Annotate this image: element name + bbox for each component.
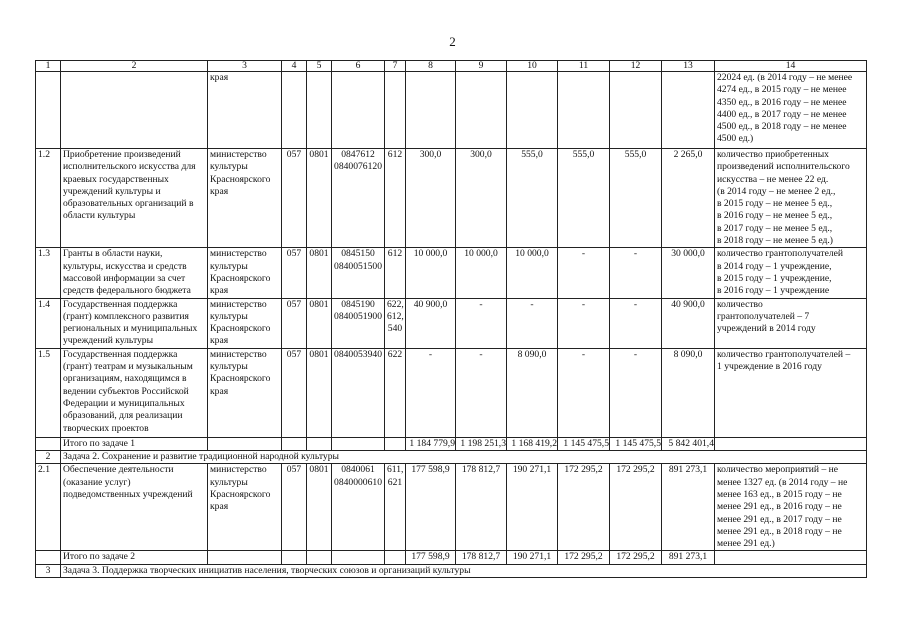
cell-rzpr: 0801 bbox=[307, 248, 332, 298]
cell-csr: 0840061 0840000610 bbox=[332, 464, 385, 551]
cell-y2014: - bbox=[406, 348, 456, 437]
table-row bbox=[36, 464, 867, 551]
cell-y2016: 555,0 bbox=[507, 149, 558, 248]
cell-csr: 0845150 0840051500 bbox=[332, 248, 385, 298]
cell-num bbox=[36, 72, 61, 149]
col-header: 11 bbox=[558, 61, 610, 72]
cell-csr: 0847612 0840076120 bbox=[332, 149, 385, 248]
total-y2018: 1 145 475,5 bbox=[610, 437, 662, 450]
cell-vr: 611, 621 bbox=[385, 464, 406, 551]
cell-total bbox=[662, 72, 715, 149]
col-header: 9 bbox=[456, 61, 507, 72]
task-number: 3 bbox=[36, 564, 61, 577]
cell-grbs: 057 bbox=[282, 149, 307, 248]
cell-y2015: - bbox=[456, 348, 507, 437]
total-y2014: 177 598,9 bbox=[406, 551, 456, 564]
total-row bbox=[36, 437, 867, 450]
total-label: Итого по задаче 2 bbox=[61, 551, 208, 564]
col-header: 3 bbox=[208, 61, 282, 72]
cell-csr: 0845190 0840051900 bbox=[332, 298, 385, 348]
cell-y2015: 10 000,0 bbox=[456, 248, 507, 298]
cell-result: количество приобретенных произведений исполнительского искусства – не менее 22 ед. (в 2014 году – не менее 2 ед., в 2015 году – не менее 5 ед., в 2016 году – не менее 5 ед., в 2017 году – не менее 5 ед., в 2018 году – не менее 5 ед.) bbox=[715, 149, 867, 248]
task-heading-row bbox=[36, 451, 867, 464]
cell-y2014 bbox=[406, 72, 456, 149]
cell-y2014: 300,0 bbox=[406, 149, 456, 248]
col-header: 7 bbox=[385, 61, 406, 72]
total-y2018: 172 295,2 bbox=[610, 551, 662, 564]
cell-y2016: - bbox=[507, 298, 558, 348]
cell-num: 1.4 bbox=[36, 298, 61, 348]
cell-y2018: - bbox=[610, 298, 662, 348]
cell-vr: 612 bbox=[385, 149, 406, 248]
cell-y2016: 190 271,1 bbox=[507, 464, 558, 551]
table-row bbox=[36, 348, 867, 437]
page-number: 2 bbox=[449, 34, 456, 49]
cell-y2018: 172 295,2 bbox=[610, 464, 662, 551]
total-y2016: 190 271,1 bbox=[507, 551, 558, 564]
cell-vr: 622 bbox=[385, 348, 406, 437]
cell-y2014: 10 000,0 bbox=[406, 248, 456, 298]
cell-rzpr: 0801 bbox=[307, 149, 332, 248]
cell-y2017: - bbox=[558, 298, 610, 348]
cell-executor: министерство культуры Красноярского края bbox=[208, 348, 282, 437]
cell-y2016: 10 000,0 bbox=[507, 248, 558, 298]
cell-executor: министерство культуры Красноярского края bbox=[208, 464, 282, 551]
cell-result: количество грантополучателей – 1 учреждение в 2016 году bbox=[715, 348, 867, 437]
total-label: Итого по задаче 1 bbox=[61, 437, 208, 450]
task-heading-row bbox=[36, 564, 867, 577]
cell-name: Обеспечение деятельности (оказание услуг) подведомственных учреждений bbox=[61, 464, 208, 551]
cell-y2018: - bbox=[610, 348, 662, 437]
col-header: 1 bbox=[36, 61, 61, 72]
cell-y2017: - bbox=[558, 348, 610, 437]
total-y2015: 178 812,7 bbox=[456, 551, 507, 564]
task-number: 2 bbox=[36, 451, 61, 464]
cell-y2018 bbox=[610, 72, 662, 149]
cell-rzpr bbox=[307, 72, 332, 149]
cell-y2015: 300,0 bbox=[456, 149, 507, 248]
table-row bbox=[36, 248, 867, 298]
cell-y2016: 8 090,0 bbox=[507, 348, 558, 437]
cell-rzpr: 0801 bbox=[307, 298, 332, 348]
program-table bbox=[35, 60, 867, 578]
cell-vr: 622, 612, 540 bbox=[385, 298, 406, 348]
total-all: 891 273,1 bbox=[662, 551, 715, 564]
header-row bbox=[36, 61, 867, 72]
cell-grbs: 057 bbox=[282, 464, 307, 551]
cell-name: Государственная поддержка (грант) театрам и музыкальным организациям, находящимся в ведении субъектов Российской Федерации и муниципальных образований, для реализации творческих проектов bbox=[61, 348, 208, 437]
col-header: 6 bbox=[332, 61, 385, 72]
cell-rzpr: 0801 bbox=[307, 464, 332, 551]
cell-total: 40 900,0 bbox=[662, 298, 715, 348]
cell-y2014: 40 900,0 bbox=[406, 298, 456, 348]
total-y2017: 172 295,2 bbox=[558, 551, 610, 564]
col-header: 14 bbox=[715, 61, 867, 72]
cell-y2017 bbox=[558, 72, 610, 149]
cell-csr bbox=[332, 72, 385, 149]
cell-grbs bbox=[282, 72, 307, 149]
total-y2015: 1 198 251,3 bbox=[456, 437, 507, 450]
cell-name: Государственная поддержка (грант) комплексного развития региональных и муниципальных учреждений культуры bbox=[61, 298, 208, 348]
total-y2016: 1 168 419,2 bbox=[507, 437, 558, 450]
total-all: 5 842 401,4 bbox=[662, 437, 715, 450]
cell-grbs: 057 bbox=[282, 348, 307, 437]
col-header: 12 bbox=[610, 61, 662, 72]
col-header: 4 bbox=[282, 61, 307, 72]
cell-y2017: 172 295,2 bbox=[558, 464, 610, 551]
cell-result: количество грантополучателей – 7 учреждений в 2014 году bbox=[715, 298, 867, 348]
cell-y2018: - bbox=[610, 248, 662, 298]
cell-name: Приобретение произведений исполнительского искусства для краевых государственных учреждений культуры и образовательных организаций в области культуры bbox=[61, 149, 208, 248]
col-header: 10 bbox=[507, 61, 558, 72]
col-header: 8 bbox=[406, 61, 456, 72]
cell-grbs: 057 bbox=[282, 298, 307, 348]
total-row bbox=[36, 551, 867, 564]
cell-total: 2 265,0 bbox=[662, 149, 715, 248]
cell-result: 22024 ед. (в 2014 году – не менее 4274 ед., в 2015 году – не менее 4350 ед., в 2016 году – не менее 4400 ед., в 2017 году – не менее 4500 ед., в 2018 году – не менее 4500 ед.) bbox=[715, 72, 867, 149]
cell-executor: министерство культуры Красноярского края bbox=[208, 298, 282, 348]
task-title: Задача 3. Поддержка творческих инициатив населения, творческих союзов и организаций культуры bbox=[61, 564, 867, 577]
cell-y2015: - bbox=[456, 298, 507, 348]
col-header: 13 bbox=[662, 61, 715, 72]
cell-y2017: - bbox=[558, 248, 610, 298]
cell-num: 1.3 bbox=[36, 248, 61, 298]
cell-result: количество мероприятий – не менее 1327 ед. (в 2014 году – не менее 163 ед., в 2015 году – не менее 291 ед., в 2016 году – не менее 291 ед., в 2017 году – не менее 291 ед., в 2018 году – не менее 291 ед.) bbox=[715, 464, 867, 551]
cell-y2016 bbox=[507, 72, 558, 149]
cell-vr bbox=[385, 72, 406, 149]
cell-vr: 612 bbox=[385, 248, 406, 298]
cell-total: 30 000,0 bbox=[662, 248, 715, 298]
cell-y2015: 178 812,7 bbox=[456, 464, 507, 551]
cell-executor: министерство культуры Красноярского края bbox=[208, 149, 282, 248]
cell-total: 891 273,1 bbox=[662, 464, 715, 551]
cell-result: количество грантополучателей в 2014 году – 1 учреждение, в 2015 году – 1 учреждение, в 2016 году – 1 учреждение bbox=[715, 248, 867, 298]
cell-total: 8 090,0 bbox=[662, 348, 715, 437]
cell-num: 1.2 bbox=[36, 149, 61, 248]
cell-num: 1.5 bbox=[36, 348, 61, 437]
table-row bbox=[36, 72, 867, 149]
table-row bbox=[36, 298, 867, 348]
col-header: 2 bbox=[61, 61, 208, 72]
cell-y2017: 555,0 bbox=[558, 149, 610, 248]
cell-name bbox=[61, 72, 208, 149]
cell-y2014: 177 598,9 bbox=[406, 464, 456, 551]
cell-name: Гранты в области науки, культуры, искусства и средств массовой информации за счет средств федерального бюджета bbox=[61, 248, 208, 298]
cell-num: 2.1 bbox=[36, 464, 61, 551]
cell-grbs: 057 bbox=[282, 248, 307, 298]
total-y2014: 1 184 779,9 bbox=[406, 437, 456, 450]
task-title: Задача 2. Сохранение и развитие традиционной народной культуры bbox=[61, 451, 867, 464]
table-row bbox=[36, 149, 867, 248]
cell-y2015 bbox=[456, 72, 507, 149]
cell-executor: края bbox=[208, 72, 282, 149]
cell-rzpr: 0801 bbox=[307, 348, 332, 437]
total-y2017: 1 145 475,5 bbox=[558, 437, 610, 450]
col-header: 5 bbox=[307, 61, 332, 72]
cell-executor: министерство культуры Красноярского края bbox=[208, 248, 282, 298]
cell-csr: 0840053940 bbox=[332, 348, 385, 437]
cell-y2018: 555,0 bbox=[610, 149, 662, 248]
